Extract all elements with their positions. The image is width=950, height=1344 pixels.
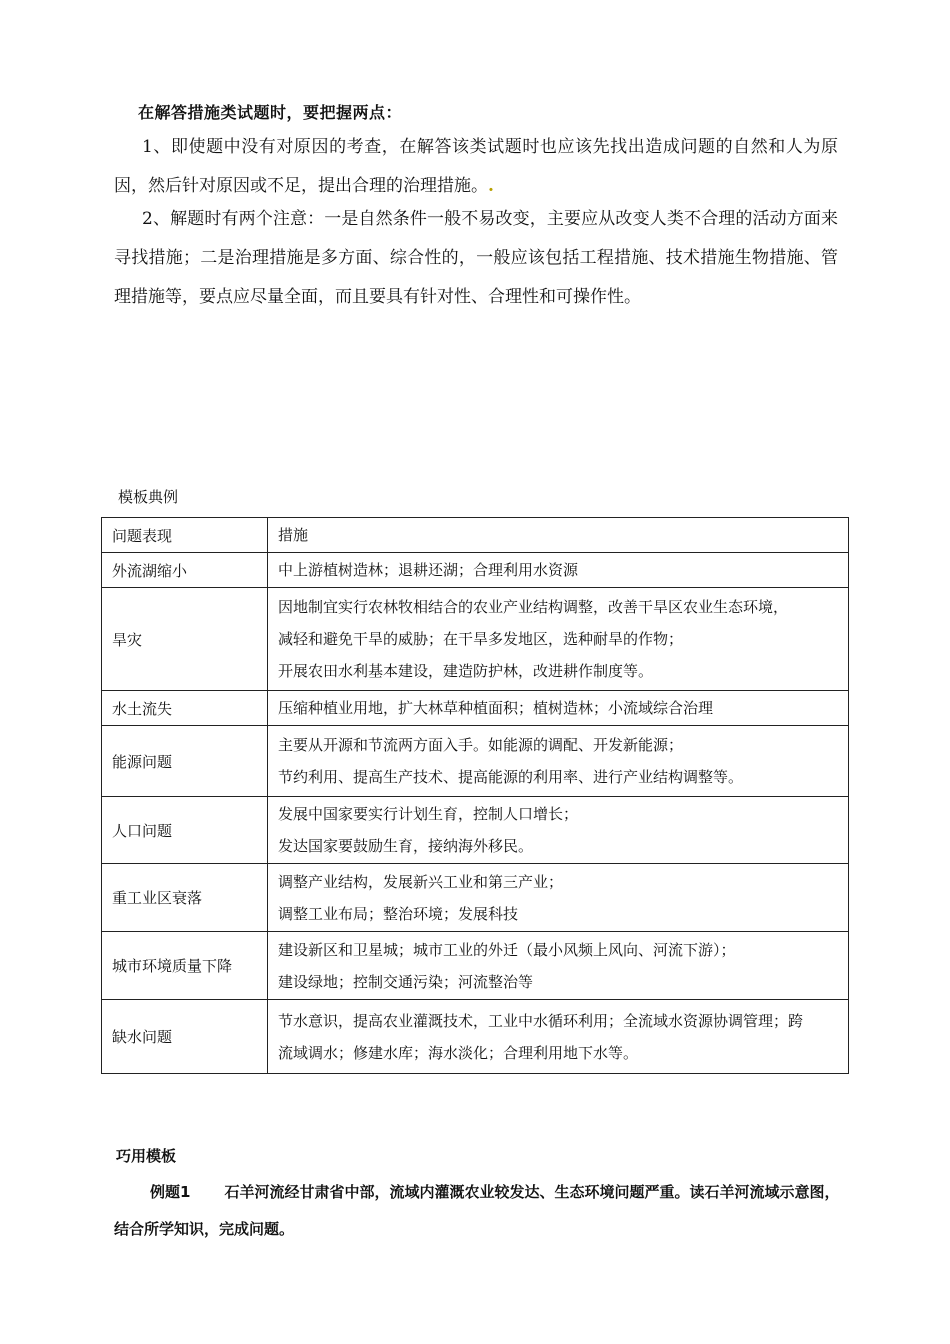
measure-cell	[268, 691, 849, 726]
point-2	[114, 200, 838, 317]
problem-cell: 水土流失	[102, 691, 268, 726]
section-heading: 在解答措施类试题时，要把握两点：	[138, 103, 403, 122]
template-table	[101, 517, 849, 1074]
table-row	[102, 932, 849, 1000]
measure-line: 节约利用、提高生产技术、提高能源的利用率、进行产业结构调整等。	[278, 768, 744, 786]
measure-cell	[268, 864, 849, 932]
measure-cell	[268, 726, 849, 797]
point-1	[114, 128, 838, 206]
problem-cell: 城市环境质量下降	[102, 932, 268, 1000]
measure-line: 调整产业结构，发展新兴工业和第三产业；	[278, 872, 564, 891]
measure-line: 发达国家要鼓励生育，接纳海外移民。	[278, 837, 534, 855]
measure-line: 流域调水；修建水库；海水淡化；合理利用地下水等。	[278, 1043, 639, 1062]
header-problem: 问题表现	[102, 518, 268, 553]
usage-title: 巧用模板	[116, 1147, 177, 1165]
table-header-row	[102, 518, 849, 553]
table-row	[102, 864, 849, 932]
example-1	[114, 1174, 844, 1248]
table-row	[102, 726, 849, 797]
point-1-text: 1、即使题中没有对原因的考查，在解答该类试题时也应该先找出造成问题的自然和人为原因，然后针对原因或不足，提出合理的治理措施。	[114, 137, 838, 196]
header-measure: 措施	[268, 518, 849, 553]
point-2-text: 2、解题时有两个注意：一是自然条件一般不易改变，主要应从改变人类不合理的活动方面来寻找措施；二是治理措施是多方面、综合性的，一般应该包括工程措施、技术措施生物措施、管理措施等，要点应尽量全面，而且要具有针对性、合理性和可操作性。	[114, 209, 838, 307]
measure-line: 主要从开源和节流两方面入手。如能源的调配、开发新能源；	[278, 736, 684, 754]
measure-cell	[268, 553, 849, 588]
problem-cell: 缺水问题	[102, 1000, 268, 1074]
measure-line: 中上游植树造林；退耕还湖；合理利用水资源	[278, 561, 579, 579]
measure-line: 发展中国家要实行计划生育，控制人口增长；	[278, 805, 579, 823]
measure-line: 因地制宜实行农林牧相结合的农业产业结构调整，改善干旱区农业生态环境，	[278, 598, 789, 616]
example-label: 例题1	[150, 1183, 191, 1201]
problem-cell: 重工业区衰落	[102, 864, 268, 932]
table-row	[102, 1000, 849, 1074]
measure-line: 调整工业布局；整治环境；发展科技	[278, 904, 519, 923]
table-row	[102, 797, 849, 864]
table-row	[102, 553, 849, 588]
measure-line: 减轻和避免干旱的威胁；在干旱多发地区，选种耐旱的作物；	[278, 630, 684, 648]
problem-cell: 人口问题	[102, 797, 268, 864]
measure-cell	[268, 797, 849, 864]
point-1-mark: .	[488, 176, 494, 196]
table-row	[102, 588, 849, 691]
measure-line: 压缩种植业用地，扩大林草种植面积；植树造林；小流域综合治理	[278, 699, 714, 717]
problem-cell: 能源问题	[102, 726, 268, 797]
table-caption: 模板典例	[118, 488, 179, 506]
measure-line: 建设绿地；控制交通污染；河流整治等	[278, 972, 534, 991]
measure-line: 开展农田水利基本建设，建造防护林，改进耕作制度等。	[278, 662, 654, 680]
table-row	[102, 691, 849, 726]
problem-cell: 旱灾	[102, 588, 268, 691]
measure-line: 节水意识，提高农业灌溉技术，工业中水循环利用；全流域水资源协调管理；跨	[278, 1011, 804, 1030]
problem-cell: 外流湖缩小	[102, 553, 268, 588]
measure-cell	[268, 588, 849, 691]
measure-cell	[268, 932, 849, 1000]
measure-line: 建设新区和卫星城；城市工业的外迁（最小风频上风向、河流下游）；	[278, 940, 736, 959]
example-text: 石羊河流经甘肃省中部，流域内灌溉农业较发达、生态环境问题严重。读石羊河流域示意图，结合所学知识，完成问题。	[114, 1183, 840, 1238]
measure-cell	[268, 1000, 849, 1074]
